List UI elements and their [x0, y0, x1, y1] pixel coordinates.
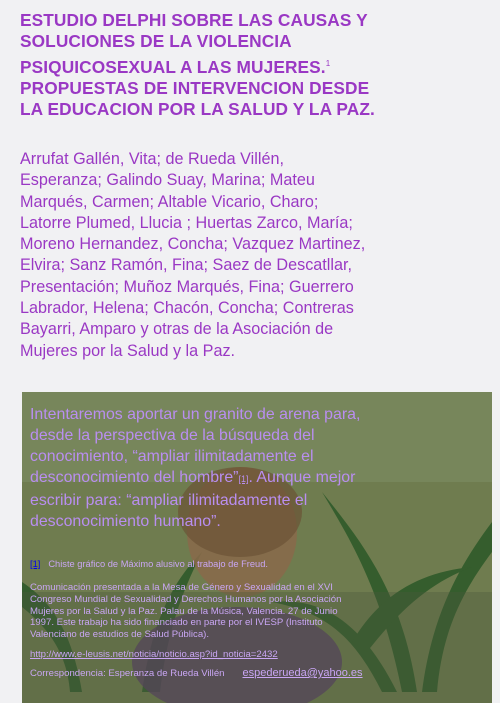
communication-line: Valenciano de estudios de Salud Pública).	[30, 629, 210, 641]
author-line: Presentación; Muñoz Marqués, Fina; Guerrero	[20, 277, 354, 296]
source-link[interactable]: http://www.e-leusis.net/noticia/noticio.asp?id_noticia=2432	[30, 648, 278, 660]
correspondence	[30, 667, 492, 680]
title-line: LA EDUCACION POR LA SALUD Y LA PAZ.	[20, 98, 375, 119]
intro-line: conocimiento, “ampliar ilimitadamente el	[30, 448, 314, 465]
title-line-text: PSIQUICOSEXUAL A LAS MUJERES.	[20, 56, 326, 77]
communication-note	[30, 582, 492, 641]
intro-line: desde la perspectiva de la búsqueda del	[30, 427, 315, 444]
correspondence-label: Correspondencia: Esperanza de Rueda Villén	[30, 667, 225, 679]
intro-line-text: desconocimiento del hombre”	[30, 469, 239, 486]
communication-line: 1997. Este trabajo ha sido financiado en parte por el IVESP (Instituto	[30, 617, 323, 629]
author-line: Esperanza; Galindo Suay, Marina; Mateu	[20, 171, 315, 190]
intro-line-text: . Aunque mejor	[248, 469, 356, 486]
communication-line: Mujeres por la Salud y la Paz. Palau de la Música, Valencia. 27 de Junio	[30, 605, 338, 617]
footnote	[30, 558, 492, 570]
title-footnote-mark: 1	[325, 58, 331, 68]
author-line: Arrufat Gallén, Vita; de Rueda Villén,	[20, 150, 284, 168]
title-line	[20, 53, 490, 78]
notes-section	[30, 558, 492, 680]
title-line: SOLUCIONES DE LA VIOLENCIA	[20, 31, 292, 52]
email-link[interactable]: espederueda@yahoo.es	[242, 666, 363, 679]
title-line: ESTUDIO DELPHI SOBRE LAS CAUSAS Y	[20, 10, 368, 30]
author-line: Latorre Plumed, Llucia ; Huertas Zarco, María;	[20, 213, 353, 232]
author-line: Moreno Hernandez, Concha; Vazquez Martinez,	[20, 235, 366, 254]
communication-line: Comunicación presentada a la Mesa de Género y Sexualidad en el XVI	[30, 582, 333, 593]
footnote-ref-link[interactable]: [1]	[238, 474, 249, 484]
intro-line: desconocimiento humano”.	[30, 513, 221, 530]
intro-paragraph	[30, 404, 490, 532]
intro-line	[30, 467, 490, 490]
intro-line: escribir para: “ampliar ilimitadamente el	[30, 492, 308, 509]
footnote-back-link[interactable]: [1]	[30, 559, 41, 569]
document-title	[20, 10, 490, 120]
author-line: Marqués, Carmen; Altable Vicario, Charo;	[20, 192, 319, 211]
author-line: Labrador, Helena; Chacón, Concha; Contreras	[20, 299, 354, 318]
title-line: PROPUESTAS DE INTERVENCION DESDE	[20, 77, 370, 98]
author-line: Elvira; Sanz Ramón, Fina; Saez de Descatllar,	[20, 256, 352, 275]
communication-line: Congreso Mundial de Sexualidad y Derechos Humanos por la Asociación	[30, 593, 342, 605]
intro-line: Intentaremos aportar un granito de arena para,	[30, 406, 361, 423]
footnote-text: Chiste gráfico de Máximo alusivo al trabajo de Freud.	[48, 559, 268, 569]
author-list	[20, 149, 490, 362]
author-line: Mujeres por la Salud y la Paz.	[20, 341, 236, 360]
author-line: Bayarri, Amparo y otras de la Asociación de	[20, 320, 334, 339]
